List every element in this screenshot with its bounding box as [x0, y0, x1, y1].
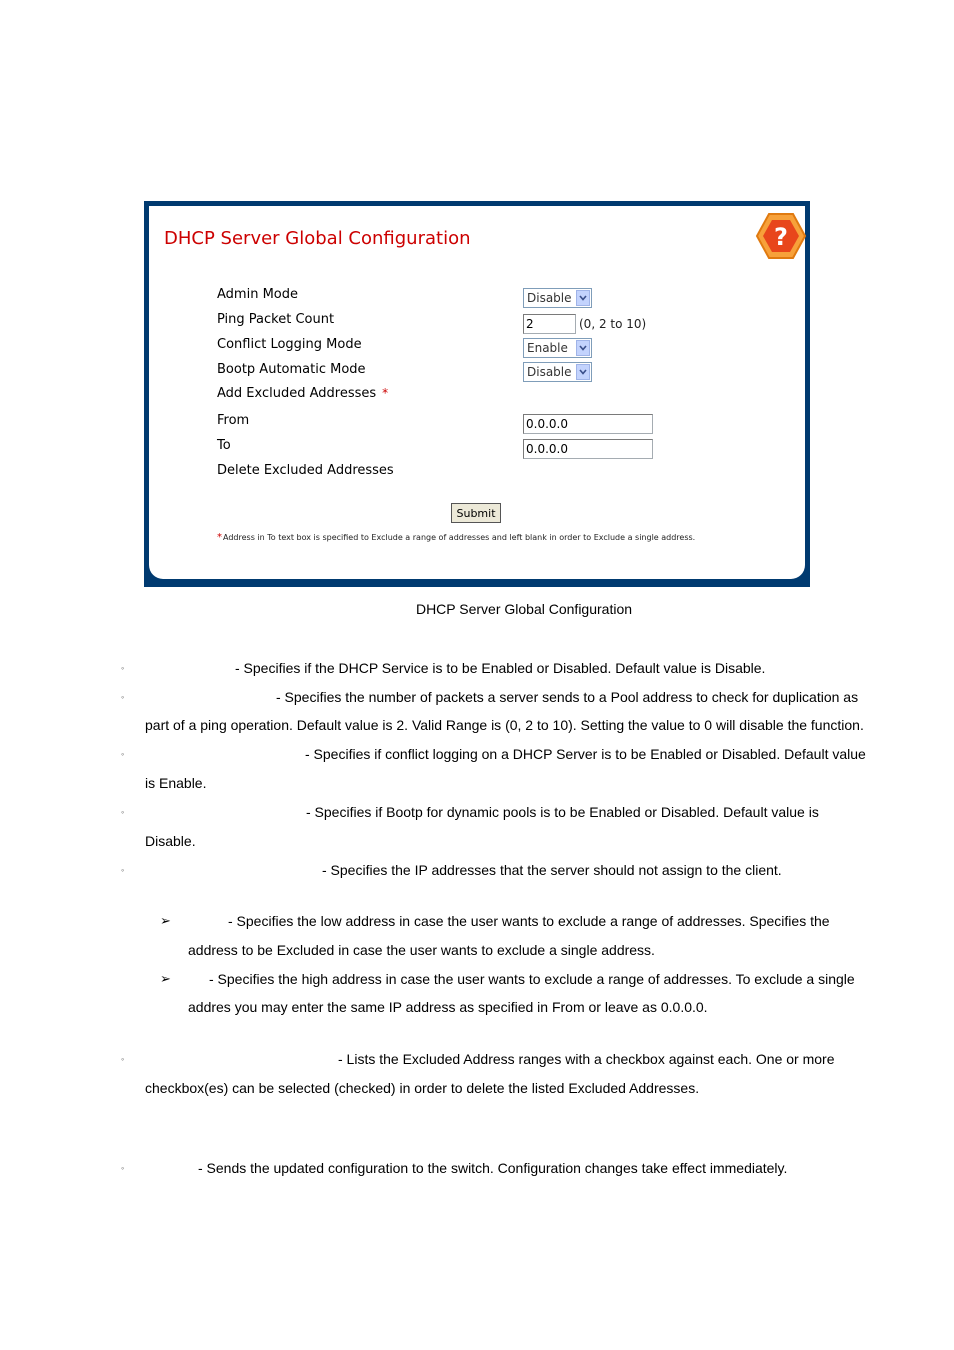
- from-label: From: [217, 413, 250, 428]
- caption-text: DHCP Server Global Configuration: [415, 601, 633, 617]
- chevron-down-icon[interactable]: [576, 290, 590, 306]
- delete-excluded-addresses-label: Delete Excluded Addresses: [217, 463, 394, 478]
- conflict-logging-mode-value: Enable: [527, 341, 568, 355]
- footnote-text: Address in To text box is specified to Exclude a range of addresses and left blank in order to Exclude a single address.: [223, 533, 696, 542]
- arrow-bullet-icon: ➢: [160, 913, 171, 928]
- admin-mode-value: Disable: [527, 291, 572, 305]
- desc-to-line1: - Specifies the high address in case the user wants to exclude a range of addresses. To exclude a single: [209, 971, 855, 987]
- bullet: ◦: [121, 692, 125, 702]
- add-excluded-text: Add Excluded Addresses: [217, 386, 377, 401]
- admin-mode-select[interactable]: [523, 288, 592, 308]
- conflict-logging-mode-label: Conflict Logging Mode: [217, 337, 362, 352]
- panel-title: DHCP Server Global Configuration: [164, 228, 471, 249]
- desc-add-excluded: - Specifies the IP addresses that the server should not assign to the client.: [322, 862, 782, 878]
- desc-bootp-line2: Disable.: [145, 833, 196, 849]
- admin-mode-label: Admin Mode: [217, 287, 298, 302]
- svg-text:?: ?: [774, 223, 788, 251]
- panel-body: [149, 206, 805, 579]
- desc-conflict-line2: is Enable.: [145, 775, 207, 791]
- desc-conflict-line1: - Specifies if conflict logging on a DHCP Server is to be Enabled or Disabled. Default value: [305, 746, 866, 762]
- to-address-input[interactable]: [523, 439, 653, 459]
- desc-delete-line2: checkbox(es) can be selected (checked) in order to delete the listed Excluded Addresses.: [145, 1080, 700, 1096]
- add-excluded-addresses-label: [217, 386, 388, 401]
- chevron-down-icon[interactable]: [576, 340, 590, 356]
- desc-bootp-line1: - Specifies if Bootp for dynamic pools is to be Enabled or Disabled. Default value is: [306, 804, 819, 820]
- question-mark-icon[interactable]: [755, 212, 807, 260]
- ping-packet-count-input[interactable]: [523, 314, 576, 334]
- desc-from-line2: address to be Excluded in case the user wants to exclude a single address.: [188, 942, 655, 958]
- conflict-logging-mode-select[interactable]: [523, 338, 592, 358]
- to-label: To: [217, 438, 231, 453]
- footnote-marker: *: [217, 532, 222, 543]
- desc-ping-line2: part of a ping operation. Default value is 2. Valid Range is (0, 2 to 10). Setting the value to 0 will disable the function.: [145, 717, 864, 733]
- bullet: ◦: [121, 1163, 125, 1173]
- ping-range-hint: (0, 2 to 10): [579, 317, 647, 331]
- from-address-input[interactable]: [523, 414, 653, 434]
- submit-button[interactable]: Submit: [451, 503, 501, 523]
- figure-caption: [94, 601, 954, 617]
- desc-admin-mode: - Specifies if the DHCP Service is to be Enabled or Disabled. Default value is Disable.: [235, 660, 766, 676]
- bootp-automatic-mode-select[interactable]: [523, 362, 592, 382]
- bullet: ◦: [121, 865, 125, 875]
- desc-ping-line1: - Specifies the number of packets a server sends to a Pool address to check for duplication as: [276, 689, 859, 705]
- bullet: ◦: [121, 663, 125, 673]
- chevron-down-icon[interactable]: [576, 364, 590, 380]
- desc-to-line2: addres you may enter the same IP address as specified in From or leave as 0.0.0.0.: [188, 999, 708, 1015]
- arrow-bullet-icon: ➢: [160, 971, 171, 986]
- dhcp-config-panel: [144, 201, 810, 587]
- desc-delete-line1: - Lists the Excluded Address ranges with a checkbox against each. One or more: [338, 1051, 835, 1067]
- bullet: ◦: [121, 1054, 125, 1064]
- bootp-automatic-mode-label: Bootp Automatic Mode: [217, 362, 366, 377]
- bootp-automatic-mode-value: Disable: [527, 365, 572, 379]
- required-marker: *: [382, 386, 389, 400]
- bullet: ◦: [121, 807, 125, 817]
- desc-from-line1: - Specifies the low address in case the user wants to exclude a range of addresses. Specifies the: [228, 913, 830, 929]
- footnote: [217, 532, 695, 543]
- desc-submit: - Sends the updated configuration to the switch. Configuration changes take effect immediately.: [198, 1160, 788, 1176]
- ping-packet-count-label: Ping Packet Count: [217, 312, 335, 327]
- bullet: ◦: [121, 749, 125, 759]
